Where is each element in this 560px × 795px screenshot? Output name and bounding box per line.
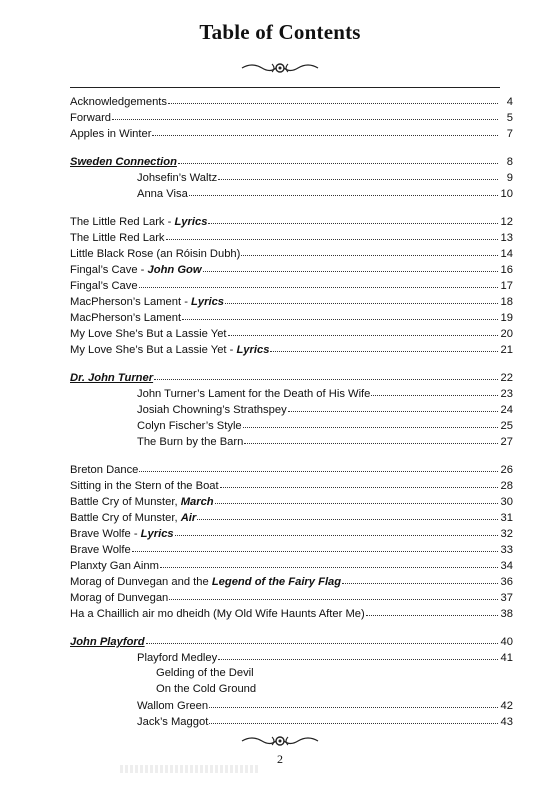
- toc-subentry[interactable]: [156, 681, 256, 697]
- toc-entry-page: 42: [500, 700, 513, 712]
- toc-entry[interactable]: [70, 325, 513, 341]
- toc-entry-title: Colyn Fischer’s Style: [137, 420, 242, 432]
- toc-entry-title: Battle Cry of Munster, March: [70, 496, 214, 508]
- toc-section-entry[interactable]: [70, 369, 513, 385]
- toc-entry[interactable]: [137, 649, 513, 665]
- toc-entry-title: Johsefin’s Waltz: [137, 172, 218, 184]
- toc-entry[interactable]: [70, 261, 513, 277]
- toc-entry-page: 13: [500, 232, 513, 244]
- toc-entry-title: Battle Cry of Munster, Air: [70, 512, 197, 524]
- toc-entry-page: 25: [500, 420, 513, 432]
- toc-entry-title: John Turner’s Lament for the Death of His Wife: [137, 388, 371, 400]
- toc-entry[interactable]: [70, 93, 513, 109]
- toc-entry-title: Wallom Green: [137, 700, 209, 712]
- toc-entry-title: Fingal’s Cave - John Gow: [70, 264, 202, 276]
- flourish-ornament-icon: [240, 733, 320, 749]
- toc-entry-page: 5: [506, 112, 513, 124]
- toc-entry[interactable]: [70, 605, 513, 621]
- toc-entry[interactable]: [70, 541, 513, 557]
- toc-entry-title: Acknowledgements: [70, 96, 168, 108]
- toc-entry[interactable]: [137, 385, 513, 401]
- toc-entry[interactable]: [70, 293, 513, 309]
- toc-entry[interactable]: [70, 509, 513, 525]
- toc-section-entry[interactable]: [70, 633, 513, 649]
- toc-entry[interactable]: [70, 493, 513, 509]
- toc-entry[interactable]: [70, 589, 513, 605]
- toc-entry-page: 36: [500, 576, 513, 588]
- toc-entry-title: MacPherson’s Lament: [70, 312, 182, 324]
- toc-entry[interactable]: [70, 477, 513, 493]
- toc-section-title: Dr. John Turner: [70, 372, 154, 384]
- toc-entry-title: Morag of Dunvegan and the Legend of the Fairy Flag: [70, 576, 342, 588]
- toc-entry[interactable]: [137, 713, 513, 729]
- toc-entry-title: The Little Red Lark - Lyrics: [70, 216, 208, 228]
- toc-entry-page: 24: [500, 404, 513, 416]
- toc-entry-title: Little Black Rose (an Róisin Dubh): [70, 248, 241, 260]
- toc-section-title: John Playford: [70, 636, 145, 648]
- toc-entry-page: 32: [500, 528, 513, 540]
- toc-entry-title: Playford Medley: [137, 652, 218, 664]
- toc-entry-title: On the Cold Ground: [156, 683, 257, 695]
- toc-entry-page: 7: [506, 128, 513, 140]
- toc-entry[interactable]: [70, 109, 513, 125]
- toc-entry-title: My Love She’s But a Lassie Yet - Lyrics: [70, 344, 270, 356]
- toc-entry-title: Breton Dance: [70, 464, 139, 476]
- toc-entry-page: 34: [500, 560, 513, 572]
- toc-entry[interactable]: [70, 229, 513, 245]
- toc-entry[interactable]: [137, 697, 513, 713]
- toc-entry-title: Gelding of the Devil: [156, 667, 254, 679]
- toc-entry-title: Josiah Chowning’s Strathspey: [137, 404, 287, 416]
- toc-entry[interactable]: [70, 309, 513, 325]
- toc-section-entry[interactable]: [70, 153, 513, 169]
- toc-entry-page: 17: [500, 280, 513, 292]
- toc-entry-page: 8: [506, 156, 513, 168]
- toc-entry-page: 31: [500, 512, 513, 524]
- toc-entry-title: Sitting in the Stern of the Boat: [70, 480, 219, 492]
- toc-entry-page: 23: [500, 388, 513, 400]
- toc-entry-page: 38: [500, 608, 513, 620]
- toc-entry-title: The Little Red Lark: [70, 232, 165, 244]
- toc-entry-page: 41: [500, 652, 513, 664]
- toc-entry-title: Jack’s Maggot: [137, 716, 209, 728]
- toc-entry[interactable]: [137, 169, 513, 185]
- toc-entry[interactable]: [137, 433, 513, 449]
- toc-entry-page: 10: [500, 188, 513, 200]
- toc-entry[interactable]: [70, 461, 513, 477]
- toc-entry-title: Ha a Chaillich air mo dheidh (My Old Wife Haunts After Me): [70, 608, 365, 620]
- toc-entry-page: 27: [500, 436, 513, 448]
- toc-entry-page: 20: [500, 328, 513, 340]
- toc-entry[interactable]: [70, 213, 513, 229]
- toc-entry-page: 30: [500, 496, 513, 508]
- toc-entry-page: 9: [506, 172, 513, 184]
- toc-entry-title: Fingal’s Cave: [70, 280, 138, 292]
- toc-entry-title: The Burn by the Barn: [137, 436, 244, 448]
- toc-entry[interactable]: [70, 245, 513, 261]
- toc-entry-page: 33: [500, 544, 513, 556]
- toc-entry[interactable]: [70, 525, 513, 541]
- toc-entry-page: 16: [500, 264, 513, 276]
- toc-entry[interactable]: [70, 573, 513, 589]
- toc-entry[interactable]: [70, 341, 513, 357]
- toc-entry-page: 22: [500, 372, 513, 384]
- toc-entry-page: 37: [500, 592, 513, 604]
- toc-entry-title: My Love She’s But a Lassie Yet: [70, 328, 227, 340]
- toc-entry[interactable]: [137, 185, 513, 201]
- toc-entry[interactable]: [70, 557, 513, 573]
- toc-section-title: Sweden Connection: [70, 156, 177, 168]
- toc-entry[interactable]: [137, 401, 513, 417]
- toc-entry-page: 4: [506, 96, 513, 108]
- toc-entry-page: 28: [500, 480, 513, 492]
- toc-entry-page: 40: [500, 636, 513, 648]
- toc-entry-title: Apples in Winter: [70, 128, 152, 140]
- toc-entry-page: 12: [500, 216, 513, 228]
- toc-entry-title: Brave Wolfe: [70, 544, 131, 556]
- page-number: 2: [277, 752, 283, 766]
- toc-entry-page: 26: [500, 464, 513, 476]
- toc-entry-page: 21: [500, 344, 513, 356]
- toc-entry-title: Brave Wolfe - Lyrics: [70, 528, 174, 540]
- page-title: Table of Contents: [199, 20, 361, 44]
- toc-entry-page: 43: [500, 716, 513, 728]
- toc-entry-title: MacPherson’s Lament - Lyrics: [70, 296, 225, 308]
- toc-entry-page: 19: [500, 312, 513, 324]
- toc-entry-page: 18: [500, 296, 513, 308]
- toc-entry-title: Forward: [70, 112, 112, 124]
- toc-entry[interactable]: [137, 417, 513, 433]
- toc-entry-title: Anna Visa: [137, 188, 188, 200]
- toc-entry-title: Morag of Dunvegan: [70, 592, 169, 604]
- toc-entry[interactable]: [70, 125, 513, 141]
- toc-entry-title: Planxty Gan Ainm: [70, 560, 159, 572]
- toc-subentry[interactable]: [156, 665, 254, 681]
- toc-entry[interactable]: [70, 277, 513, 293]
- toc-entry-page: 14: [500, 248, 513, 260]
